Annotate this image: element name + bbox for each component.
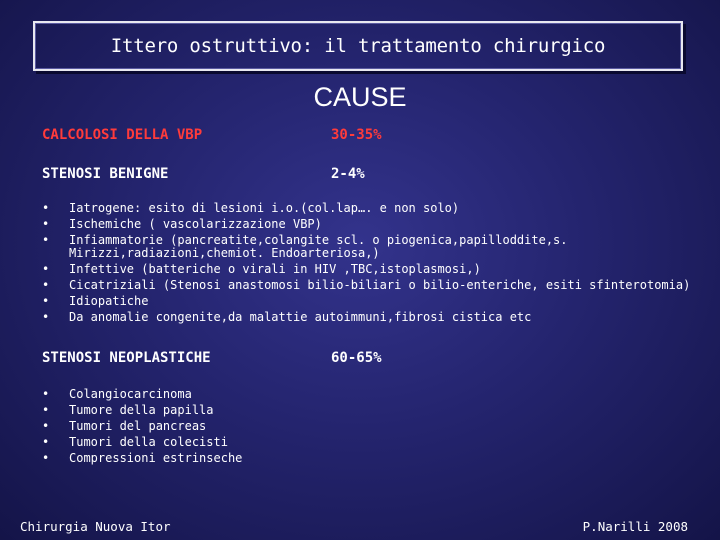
bullet: •: [42, 201, 50, 215]
list-item: [42, 404, 242, 417]
section-label-calcolosi: CALCOLOSI DELLA VBP: [42, 127, 203, 143]
list-item-text-cont: Mirizzi,radiazioni,chemiot. Endoarteriosa,): [69, 246, 380, 260]
list-item-text: Da anomalie congenite,da malattie autoimmuni,fibrosi cistica etc: [69, 310, 532, 324]
list-item-text: Cicatriziali (Stenosi anastomosi bilio-biliari o bilio-enteriche, esiti sfinterotomia): [69, 278, 691, 292]
list-item: [42, 311, 690, 324]
bullet: •: [42, 294, 50, 308]
list-item: [42, 436, 242, 449]
section-label-neoplastiche: STENOSI NEOPLASTICHE: [42, 350, 211, 366]
bullet: •: [42, 435, 50, 449]
bullet: •: [42, 310, 50, 324]
list-item: [42, 279, 690, 292]
bullet: •: [42, 233, 50, 247]
section-label-benigne: STENOSI BENIGNE: [42, 166, 169, 182]
section-value-calcolosi: 30-35%: [331, 127, 382, 143]
benign-causes-list: [42, 202, 690, 327]
list-item-text: Infiammatorie (pancreatite,colangite scl. o piogenica,papilloddite,s.: [69, 233, 568, 247]
list-item-text: Ischemiche ( vascolarizzazione VBP): [69, 217, 322, 231]
list-item-text: Colangiocarcinoma: [69, 387, 192, 401]
footer-right: P.Narilli 2008: [582, 519, 688, 534]
slide-title: Ittero ostruttivo: il trattamento chirurgico: [110, 35, 606, 57]
footer-left: Chirurgia Nuova Itor: [20, 519, 171, 534]
bullet: •: [42, 387, 50, 401]
list-item: [42, 202, 690, 215]
list-item-text: Idiopatiche: [69, 294, 149, 308]
list-item: [42, 234, 690, 260]
list-item-text: Tumori del pancreas: [69, 419, 207, 433]
list-item: [42, 295, 690, 308]
slide-subtitle: CAUSE: [313, 82, 407, 112]
list-item: [42, 420, 242, 433]
list-item: [42, 263, 690, 276]
bullet: •: [42, 278, 50, 292]
bullet: •: [42, 451, 50, 465]
list-item-text: Compressioni estrinseche: [69, 451, 243, 465]
bullet: •: [42, 403, 50, 417]
bullet: •: [42, 262, 50, 276]
bullet: •: [42, 217, 50, 231]
list-item: [42, 388, 242, 401]
bullet: •: [42, 419, 50, 433]
section-value-neoplastiche: 60-65%: [331, 350, 382, 366]
list-item: [42, 218, 690, 231]
neoplastic-causes-list: [42, 388, 242, 468]
list-item-text: Tumore della papilla: [69, 403, 214, 417]
list-item-text: Infettive (batteriche o virali in HIV ,TBC,istoplasmosi,): [69, 262, 481, 276]
slide-title-box: [33, 21, 683, 71]
list-item-text: Tumori della colecisti: [69, 435, 228, 449]
list-item-text: Iatrogene: esito di lesioni i.o.(col.lap…. e non solo): [69, 201, 460, 215]
section-value-benigne: 2-4%: [331, 166, 365, 182]
list-item: [42, 452, 242, 465]
